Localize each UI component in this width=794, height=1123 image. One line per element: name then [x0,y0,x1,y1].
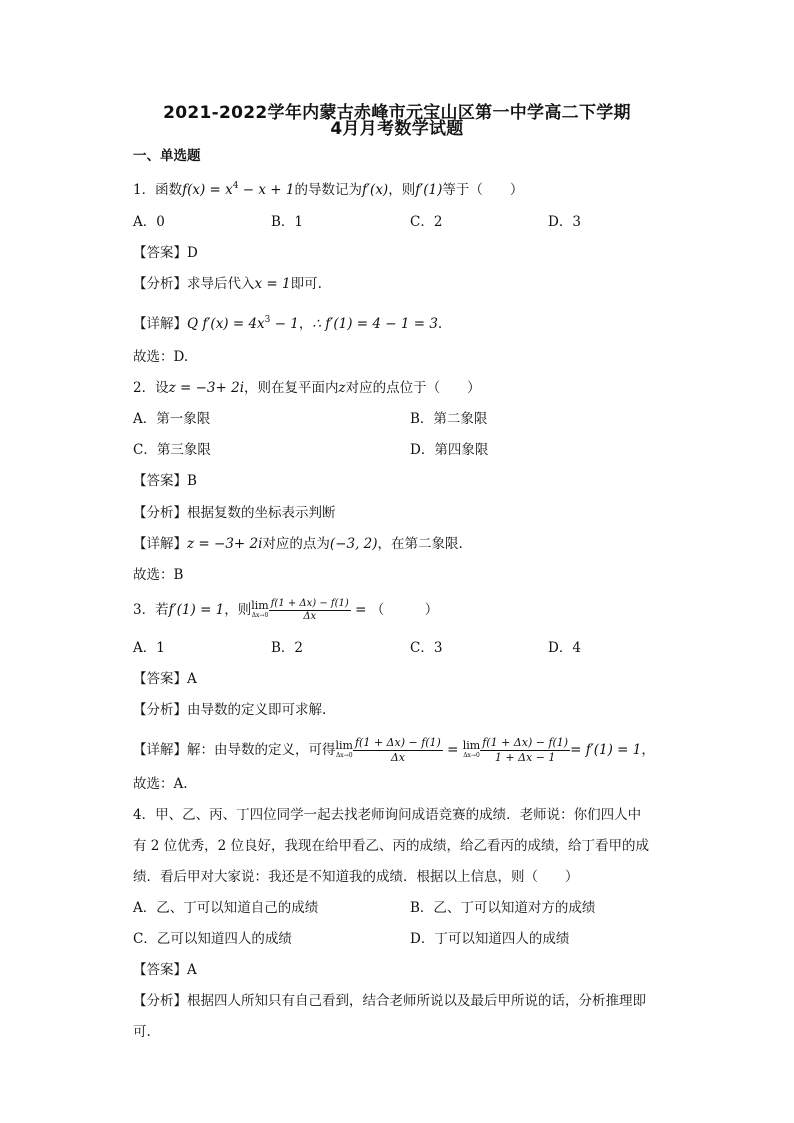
question-2: 2．设z = −3+ 2i，则在复平面内z对应的点位于（ ） [133,380,481,396]
q2-conclusion: 故选：B [133,567,184,583]
q1-answer: 【答案】D [133,245,198,261]
page-title-line2: 4月月考数学试题 [330,119,464,139]
q1-option-c: C．2 [410,214,443,230]
q1-function: $f(x) = x^4 - x + 1$ [182,181,295,198]
q2-option-b: B．第二象限 [410,411,488,427]
q1-mid: 的导数记为 [294,182,362,198]
q1-mid2: ，则 [388,182,416,198]
q1-detail: 【详解】Q $f'(x) = 4x^3 - 1$，∴ f′(1) = 4 − 1 = 3. [133,315,443,332]
q1-fprime1: f′(1) [415,182,443,198]
q4-option-c: C．乙可以知道四人的成绩 [133,931,292,947]
q1-fprime: f′(x) [361,182,389,198]
q2-detail: 【详解】z = −3+ 2i对应的点为(−3, 2)，在第二象限. [133,536,463,552]
q3-limit: lim Δx→0 [251,598,269,619]
question-4-line1: 4．甲、乙、丙、丁四位同学一起去找老师询问成语竞赛的成绩．老师说：你们四人中 [133,807,642,823]
q3-detail: 【详解】解：由导数的定义，可得lim Δx→0 $\frac{f(1 + \Delta x) - f(1)}{\Delta x}$ = lim Δx→0 $\frac{f(1 + \Delta x) - f(1)}{1 + \Delta x - 1}$ = f′(1) = 1， [133,736,655,764]
q1-option-b: B．1 [271,214,304,230]
q4-analysis-line2: 可. [133,1024,151,1040]
q4-option-a: A．乙、丁可以知道自己的成绩 [133,900,319,916]
q4-analysis-line1: 【分析】根据四人所知只有自己看到，结合老师所说以及最后甲所说的话，分析推理即 [133,993,646,1009]
q1-option-a: A．0 [133,214,165,230]
question-3: 3．若f′(1) = 1，则lim Δx→0 $\frac{f(1 + \Delta x) - f(1)}{\Delta x}$ = （ ） [133,598,439,622]
question-4-line3: 绩．看后甲对大家说：我还是不知道我的成绩．根据以上信息，则（ ） [133,869,579,885]
q3-fraction: $\frac{f(1 + \Delta x) - f(1)}{\Delta x}$ [270,598,349,622]
q1-option-d: D．3 [548,214,581,230]
q3-answer: 【答案】A [133,671,197,687]
q3-conclusion: 故选：A. [133,776,188,792]
question-4-line2: 有 2 位优秀，2 位良好，我现在给甲看乙、丙的成绩，给乙看丙的成绩，给丁看甲的成 [133,838,650,854]
question-1 [133,176,523,200]
page-title-line1: 2021-2022学年内蒙古赤峰市元宝山区第一中学高二下学期 [163,103,631,123]
q1-analysis: 【分析】求导后代入x = 1即可. [133,276,322,292]
q2-option-d: D．第四象限 [410,442,489,458]
q2-answer: 【答案】B [133,473,197,489]
q4-answer: 【答案】A [133,962,197,978]
q3-option-b: B．2 [271,640,304,656]
q3-option-a: A．1 [133,640,165,656]
q4-option-d: D．丁可以知道四人的成绩 [410,931,570,947]
q3-option-c: C．3 [410,640,443,656]
q1-pre: 1．函数 [133,182,183,198]
q2-option-a: A．第一象限 [133,411,211,427]
q2-analysis: 【分析】根据复数的坐标表示判断 [133,505,336,521]
q1-end: 等于（ ） [442,182,524,198]
q4-option-b: B．乙、丁可以知道对方的成绩 [410,900,596,916]
q1-conclusion: 故选：D. [133,349,189,365]
q3-analysis: 【分析】由导数的定义即可求解. [133,702,327,718]
q2-option-c: C．第三象限 [133,442,211,458]
q3-option-d: D．4 [548,640,581,656]
section-heading: 一、单选题 [133,148,201,164]
